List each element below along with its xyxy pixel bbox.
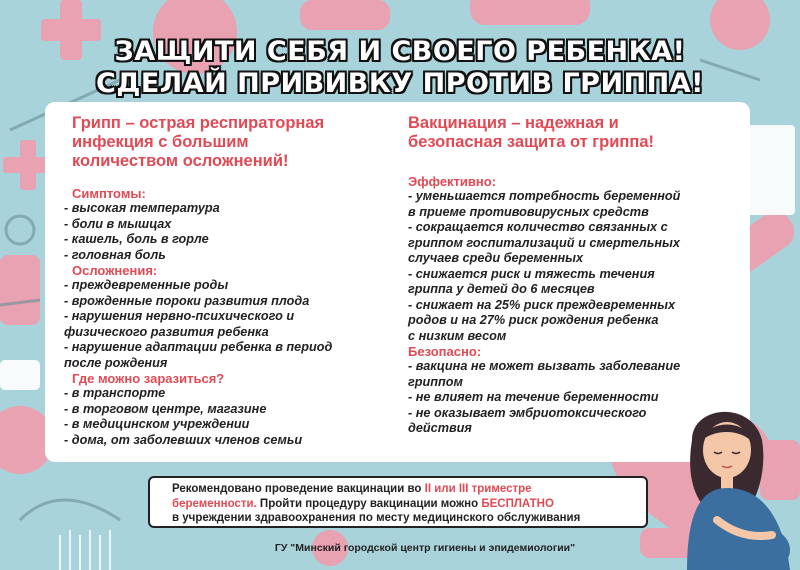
where-item: - в транспорте xyxy=(64,386,166,400)
complication-item: после рождения xyxy=(64,355,168,370)
vaccination-heading xyxy=(408,114,738,152)
effective-item: - снижается риск и тяжесть течения xyxy=(408,266,655,281)
complication-item: - нарушение адаптации ребенка в период xyxy=(64,340,333,354)
vaccination-info-column xyxy=(408,114,738,437)
flu-heading-line: Грипп – острая респираторная xyxy=(72,114,325,132)
effective-label: Эффективно: xyxy=(408,174,497,189)
safe-item: - не оказывает эмбриотоксического xyxy=(408,405,647,420)
flu-heading xyxy=(64,114,394,171)
safe-label: Безопасно: xyxy=(408,344,482,359)
symptom-item: - головная боль xyxy=(64,247,166,262)
vaccination-heading-line: безопасная защита от гриппа! xyxy=(408,133,655,151)
recommendation-box xyxy=(148,476,648,528)
effective-item: гриппа у детей до 6 месяцев xyxy=(408,282,595,296)
effective-item: случаев среди беременных xyxy=(408,251,584,265)
pregnant-woman-illustration xyxy=(672,400,800,570)
effective-item: - снижает на 25% риск преждевременных xyxy=(408,297,676,312)
safe-item: - не влияет на течение беременности xyxy=(408,390,659,404)
effective-item: - сокращается количество связанных с xyxy=(408,220,668,234)
complication-item: - нарушения нервно-психического и xyxy=(64,309,295,323)
symptoms-label: Симптомы: xyxy=(72,186,146,201)
safe-item: - вакцина не может вызвать заболевание xyxy=(408,359,681,373)
complications-label: Осложнения: xyxy=(72,263,158,278)
effective-item: - уменьшается потребность беременной xyxy=(408,189,681,203)
where-item: - в медицинском учреждении xyxy=(64,417,250,431)
title-line-1: ЗАЩИТИ СЕБЯ И СВОЕГО РЕБЕНКА! xyxy=(114,36,686,67)
effective-item: родов и на 27% риск рождения ребенка xyxy=(408,313,659,327)
symptom-item: - боли в мышцах xyxy=(64,216,172,231)
effective-item: гриппом госпитализаций и смертельных xyxy=(408,235,680,250)
institution-text: в учреждении здравоохранения по месту медицинского обслуживания xyxy=(172,512,581,524)
effective-item: в приеме противовирусных средств xyxy=(408,204,649,219)
free-highlight: БЕСПЛАТНО xyxy=(481,497,554,510)
recommend-text: Рекомендовано проведение вакцинации во xyxy=(172,483,425,495)
complication-item: - преждевременные роды xyxy=(64,278,229,292)
symptom-item: - высокая температура xyxy=(64,201,220,215)
safe-item: гриппом xyxy=(408,374,463,389)
where-item: - дома, от заболевших членов семьи xyxy=(64,432,303,447)
flu-info-column xyxy=(64,114,394,448)
complication-item: физического развития ребенка xyxy=(64,324,269,339)
procedure-text: Пройти процедуру вакцинации можно xyxy=(256,497,482,510)
where-item: - в торговом центре, магазине xyxy=(64,401,267,416)
where-label: Где можно заразиться? xyxy=(72,371,225,386)
organization-footer: ГУ "Минский городской центр гигиены и эпидемиологии" xyxy=(274,542,576,554)
effective-item: с низким весом xyxy=(408,328,507,343)
title-line-2: СДЕЛАЙ ПРИВИВКУ ПРОТИВ ГРИППА! xyxy=(96,68,704,99)
safe-item: действия xyxy=(408,421,472,435)
trimester-highlight: II или III триместре xyxy=(424,483,532,495)
complication-item: - врожденные пороки развития плода xyxy=(64,293,310,308)
flu-heading-line: инфекция с большим xyxy=(72,133,249,151)
vaccination-heading-line: Вакцинация – надежная и xyxy=(408,114,619,132)
pregnancy-highlight: беременности. xyxy=(172,497,257,510)
flu-heading-line: количеством осложнений! xyxy=(72,152,289,170)
symptom-item: - кашель, боль в горле xyxy=(64,232,209,246)
